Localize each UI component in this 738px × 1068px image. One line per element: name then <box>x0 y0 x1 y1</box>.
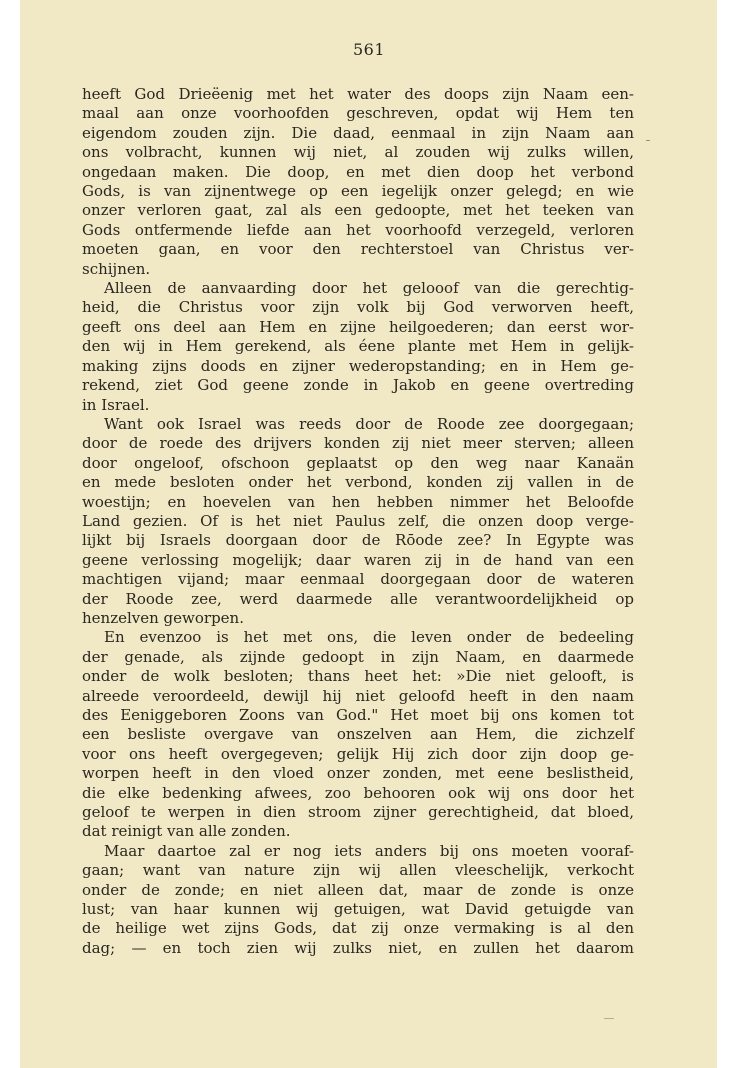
paragraph <box>82 279 634 415</box>
text-line: Gods, is van zijnentwege op een iegelijk onzer gelegd; en wie <box>82 182 634 201</box>
text-line: der Roode zee, werd daarmede alle verantwoordelijkheid op <box>82 589 634 608</box>
text-line: maal aan onze voorhoofden geschreven, opdat wij Hem ten <box>82 104 634 123</box>
paragraph <box>82 628 634 841</box>
text-line: door de roede des drijvers konden zij niet meer sterven; alleen <box>82 434 634 453</box>
text-line: dat reinigt van alle zonden. <box>82 822 291 841</box>
text-line: die elke bedenking afwees, zoo behooren ook wij ons door het <box>82 783 634 802</box>
page-number: 561 <box>352 40 386 59</box>
text-line: gaan; want van nature zijn wij allen vleeschelijk, verkocht <box>82 861 634 880</box>
text-line: lijkt bij Israels doorgaan door de Rōode zee? In Egypte was <box>82 531 634 550</box>
text-line: ongedaan maken. Die doop, en met dien doop het verbond <box>82 162 634 181</box>
text-line: moeten gaan, en voor den rechterstoel van Christus ver- <box>82 240 634 259</box>
paragraph <box>82 85 634 279</box>
text-line: eigendom zouden zijn. Die daad, eenmaal in zijn Naam aan <box>82 123 634 142</box>
body-text <box>82 85 634 958</box>
text-line: en mede besloten onder het verbond, konden zij vallen in de <box>82 473 634 492</box>
text-line: in Israel. <box>82 395 150 414</box>
text-line: schijnen. <box>82 259 151 278</box>
text-line: rekend, ziet God geene zonde in Jakob en geene overtreding <box>82 376 634 395</box>
paragraph <box>82 415 634 628</box>
text-line: onder de zonde; en niet alleen dat, maar de zonde is onze <box>82 880 634 899</box>
text-line: henzelven geworpen. <box>82 608 244 627</box>
text-line: onzer verloren gaat, zal als een gedoopte, met het teeken van <box>82 201 634 220</box>
text-line: Alleen de aanvaarding door het gelooof van die gerechtig- <box>104 279 634 298</box>
paragraph <box>82 842 634 958</box>
text-line: heid, die Christus voor zijn volk bij God verworven heeft, <box>82 298 634 317</box>
text-line: de heilige wet zijns Gods, dat zij onze vermaking is al den <box>82 919 634 938</box>
text-line: geeft ons deel aan Hem en zijne heilgoederen; dan eerst wor- <box>82 317 634 336</box>
text-line: Want ook Israel was reeds door de Roode zee doorgegaan; <box>104 414 634 433</box>
text-line: machtigen vijand; maar eenmaal doorgegaan door de wateren <box>82 570 634 589</box>
text-line: geloof te werpen in dien stroom zijner gerechtigheid, dat bloed, <box>82 803 634 822</box>
text-line: Gods ontfermende liefde aan het voorhoofd verzegeld, verloren <box>82 220 634 239</box>
text-line: making zijns doods en zijner wederopstanding; en in Hem ge- <box>82 356 634 375</box>
text-line: des Eeniggeboren Zoons van God." Het moet bij ons komen tot <box>82 706 634 724</box>
text-line: een besliste overgave van onszelven aan Hem, die zichzelf <box>82 725 634 744</box>
text-line: voor ons heeft overgegeven; gelijk Hij zich door zijn doop ge- <box>82 744 634 763</box>
text-line: worpen heeft in den vloed onzer zonden, met eene beslistheid, <box>82 764 634 783</box>
text-line: der genade, als zijnde gedoopt in zijn Naam, en daarmede <box>82 647 634 666</box>
text-line: Land gezien. Of is het niet Paulus zelf, die onzen doop verge- <box>82 511 634 530</box>
margin-mark <box>646 140 650 141</box>
text-line: ons volbracht, kunnen wij niet, al zouden wij zulks willen, <box>82 143 634 162</box>
text-line: En evenzoo is het met ons, die leven onder de bedeeling <box>104 628 634 647</box>
text-line: onder de wolk besloten; thans heet het: »Die niet gelooft, is <box>82 667 634 686</box>
text-line: dag; — en toch zien wij zulks niet, en zullen het daarom <box>82 938 634 957</box>
text-line: door ongeloof, ofschoon geplaatst op den weg naar Kanaän <box>82 453 634 472</box>
text-line: Maar daartoe zal er nog iets anders bij ons moeten vooraf- <box>104 841 634 860</box>
text-line: geene verlossing mogelijk; daar waren zij in de hand van een <box>82 550 634 569</box>
text-line: heeft God Drieëenig met het water des doops zijn Naam een- <box>82 85 634 103</box>
text-line: lust; van haar kunnen wij getuigen, wat David getuigde van <box>82 900 634 919</box>
text-line: woestijn; en hoevelen van hen hebben nimmer het Beloofde <box>82 492 634 511</box>
corner-mark <box>604 1018 614 1019</box>
text-line: alreede veroordeeld, dewijl hij niet geloofd heeft in den naam <box>82 686 634 705</box>
text-line: den wij in Hem gerekend, als éene plante met Hem in gelijk- <box>82 337 634 356</box>
